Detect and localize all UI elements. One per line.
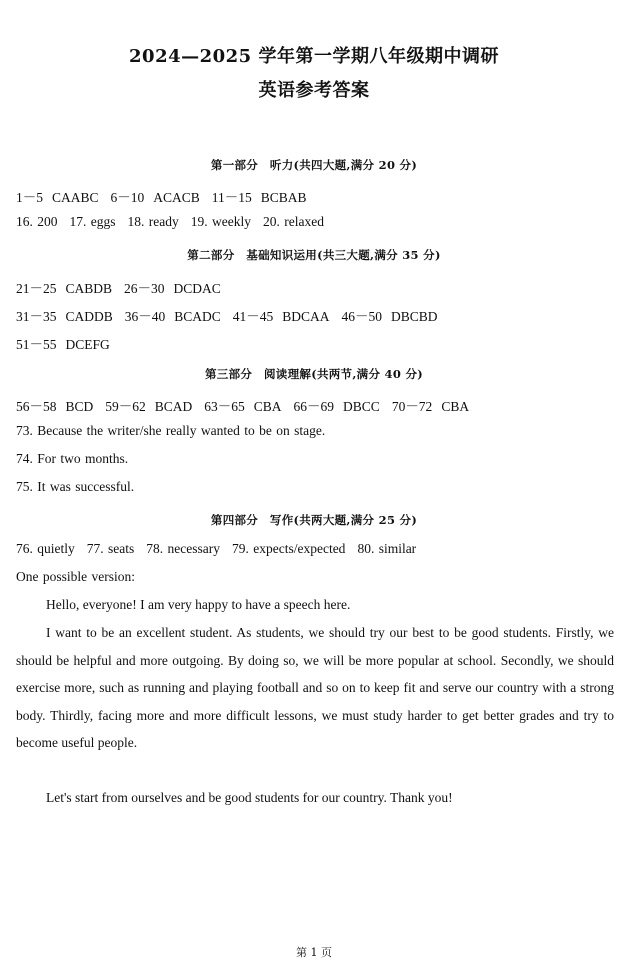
essay-paragraph-2: I want to be an excellent student. As students, we should try our best to be good students. Firstly, we should be helpful and more outgoing. By doing so, we will be more popular at school. Secondly, we should exercise more, such as running and playing football and so on to keep fit and serve our country with a strong body. Thirdly, facing more and more difficult lessons, we must study harder to get better grades and try to become useful people. [16,625,614,750]
answer-group: CBA [253,399,282,414]
answer-group: DCDAC [173,281,221,296]
part1-row1 [16,186,307,206]
part4-row1 [16,541,416,557]
range-label: 56－58 [16,399,57,414]
document-subtitle: 英语参考答案 [258,80,370,101]
answer-group: CBA [441,399,470,414]
range-label: 26－30 [124,281,165,296]
answer-group: CADDB [65,309,113,324]
range-label: 41－45 [232,309,274,324]
part4-heading: 第四部分 写作(共两大题,满分 25 分) [210,513,418,527]
essay-paragraph-3: Let's start from ourselves and be good students for our country. Thank you! [46,790,453,805]
range-label: 6－10 [110,190,145,205]
part3-row1 [16,395,469,415]
answer-item: 18. ready [127,214,179,229]
part2-row2 [16,305,438,325]
part1-row2 [16,214,324,230]
answer-group: BDCAA [282,309,330,324]
answer-group: CABDB [65,281,113,296]
answer-group: DCEFG [65,337,110,352]
range-label: 1－5 [16,190,43,205]
answer-item: 77. seats [86,541,135,556]
range-label: 70－72 [391,399,433,414]
answer-item: 76. quietly [16,541,75,556]
range-label: 21－25 [16,281,57,296]
range-label: 66－69 [293,399,335,414]
answer-group: BCADC [174,309,221,324]
range-label: 59－62 [105,399,146,414]
range-label: 51－55 [16,337,57,352]
part1-heading: 第一部分 听力(共四大题,满分 20 分) [210,158,418,172]
part2-heading: 第二部分 基础知识运用(共三大题,满分 35 分) [187,248,441,262]
range-label: 63－65 [204,399,245,414]
answer-group: BCAD [154,399,193,414]
answer-item: 78. necessary [146,541,220,556]
answer-74: 74. For two months. [16,451,129,466]
part2-row1 [16,277,221,297]
answer-item: 20. relaxed [262,214,324,229]
version-label: One possible version: [16,569,135,584]
essay-paragraph-1: Hello, everyone! I am very happy to have a speech here. [46,597,351,612]
answer-item: 80. similar [357,541,417,556]
answer-group: DBCBD [391,309,438,324]
answer-group: BCBAB [260,190,307,205]
part3-heading: 第三部分 阅读理解(共两节,满分 40 分) [205,367,423,381]
range-label: 36－40 [124,309,166,324]
answer-group: ACACB [153,190,200,205]
range-label: 11－15 [211,190,252,205]
answer-item: 16. 200 [16,214,58,229]
answer-group: CAABC [52,190,99,205]
answer-73: 73. Because the writer/she really wanted to be on stage. [16,423,326,438]
range-label: 46－50 [341,309,383,324]
answer-item: 17. eggs [69,214,116,229]
part2-row3 [16,333,110,353]
document-title: 2024—2025 学年第一学期八年级期中调研 [129,46,499,67]
answer-item: 19. weekly [190,214,251,229]
page-number: 第 1 页 [296,946,332,959]
answer-group: BCD [65,399,94,414]
answer-item: 79. expects/expected [231,541,346,556]
answer-75: 75. It was successful. [16,479,135,494]
answer-group: DBCC [343,399,380,414]
range-label: 31－35 [16,309,57,324]
